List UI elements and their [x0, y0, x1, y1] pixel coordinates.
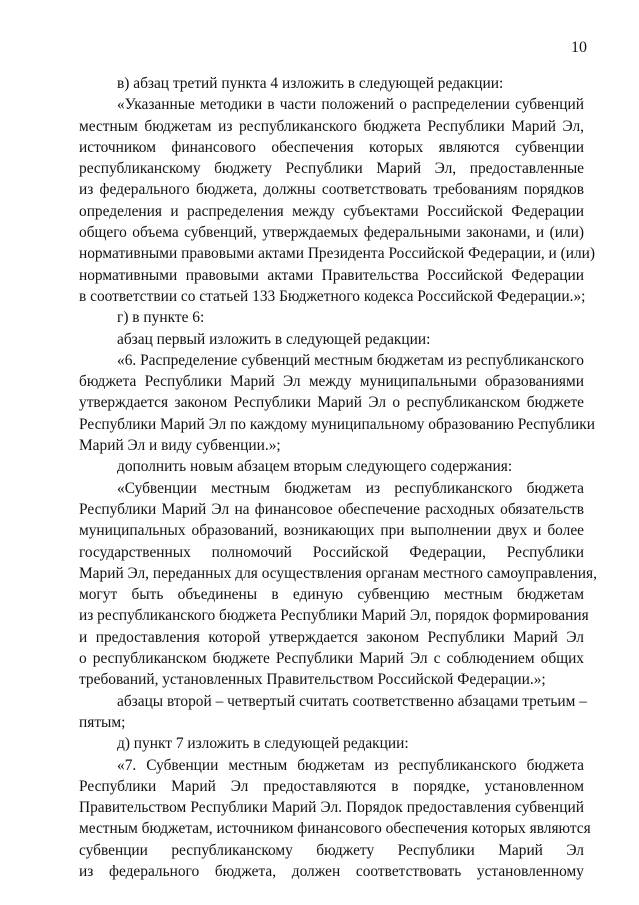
- text-line: из федерального бюджета, должны соответствовать требованиям порядков: [79, 181, 584, 199]
- text-line: бюджета Республики Марий Эл между муниципальными образованиями: [79, 373, 584, 391]
- text-line: «6. Распределение субвенций местным бюджетам из республиканского: [117, 351, 584, 369]
- text-line: и предоставления которой утверждается законом Республики Марий Эл: [79, 628, 584, 646]
- text-line: д) пункт 7 изложить в следующей редакции:: [117, 735, 409, 753]
- text-line: утверждается законом Республики Марий Эл о республиканском бюджете: [79, 394, 584, 412]
- text-line: абзац первый изложить в следующей редакции:: [117, 330, 431, 348]
- document-body: [79, 73, 597, 882]
- text-line: Республики Марий Эл предоставляются в порядке, установленном: [79, 777, 584, 795]
- text-line: государственных полномочий Российской Федерации, Республики: [79, 543, 584, 561]
- text-line: Марий Эл и виду субвенции.»;: [79, 437, 281, 455]
- text-line: г) в пункте 6:: [117, 309, 205, 327]
- text-line: нормативными правовыми актами Президента Российской Федерации, и (или): [79, 245, 596, 263]
- text-line: общего объема субвенций, утверждаемых федеральными законами, и (или): [79, 224, 584, 242]
- text-line: местным бюджетам, источником финансового обеспечения которых являются: [79, 820, 591, 838]
- text-line: в) абзац третий пункта 4 изложить в следующей редакции:: [117, 75, 504, 92]
- text-line: требований, установленных Правительством Российской Федерации.»;: [79, 671, 546, 689]
- page-number: 10: [571, 39, 587, 56]
- text-line: «Указанные методики в части положений о распределении субвенций: [117, 96, 584, 114]
- text-line: Правительством Республики Марий Эл. Порядок предоставления субвенций: [79, 799, 584, 817]
- text-line: «7. Субвенции местным бюджетам из республиканского бюджета: [117, 756, 584, 774]
- text-line: абзацы второй – четвертый считать соответственно абзацами третьим –: [117, 692, 587, 710]
- text-line: субвенции республиканскому бюджету Республики Марий Эл: [79, 841, 584, 859]
- text-line: в соответствии со статьей 133 Бюджетного кодекса Российской Федерации.»;: [79, 287, 586, 305]
- text-line: республиканскому бюджету Республики Марий Эл, предоставленные: [79, 160, 584, 178]
- text-line: могут быть объединены в единую субвенцию местным бюджетам: [79, 586, 584, 604]
- text-line: из федерального бюджета, должен соответствовать установленному: [79, 862, 584, 880]
- text-line: источником финансового обеспечения которых являются субвенции: [79, 138, 584, 156]
- text-line: «Субвенции местным бюджетам из республиканского бюджета: [117, 479, 584, 497]
- text-line: Республики Марий Эл по каждому муниципальному образованию Республики: [79, 415, 595, 433]
- text-line: Республики Марий Эл на финансовое обеспечение расходных обязательств: [79, 500, 584, 518]
- text-line: о республиканском бюджете Республики Марий Эл с соблюдением общих: [79, 650, 584, 668]
- text-line: Марий Эл, переданных для осуществления органам местного самоуправления,: [79, 564, 597, 582]
- text-line: нормативными правовыми актами Правительства Российской Федерации: [79, 266, 584, 284]
- text-line: пятым;: [79, 713, 126, 731]
- text-line: местным бюджетам из республиканского бюджета Республики Марий Эл,: [79, 117, 584, 135]
- text-line: из республиканского бюджета Республики Марий Эл, порядок формирования: [79, 607, 589, 625]
- text-line: дополнить новым абзацем вторым следующего содержания:: [117, 458, 513, 476]
- text-line: муниципальных образований, возникающих при выполнении двух и более: [79, 522, 584, 540]
- text-line: определения и распределения между субъектами Российской Федерации: [79, 202, 584, 220]
